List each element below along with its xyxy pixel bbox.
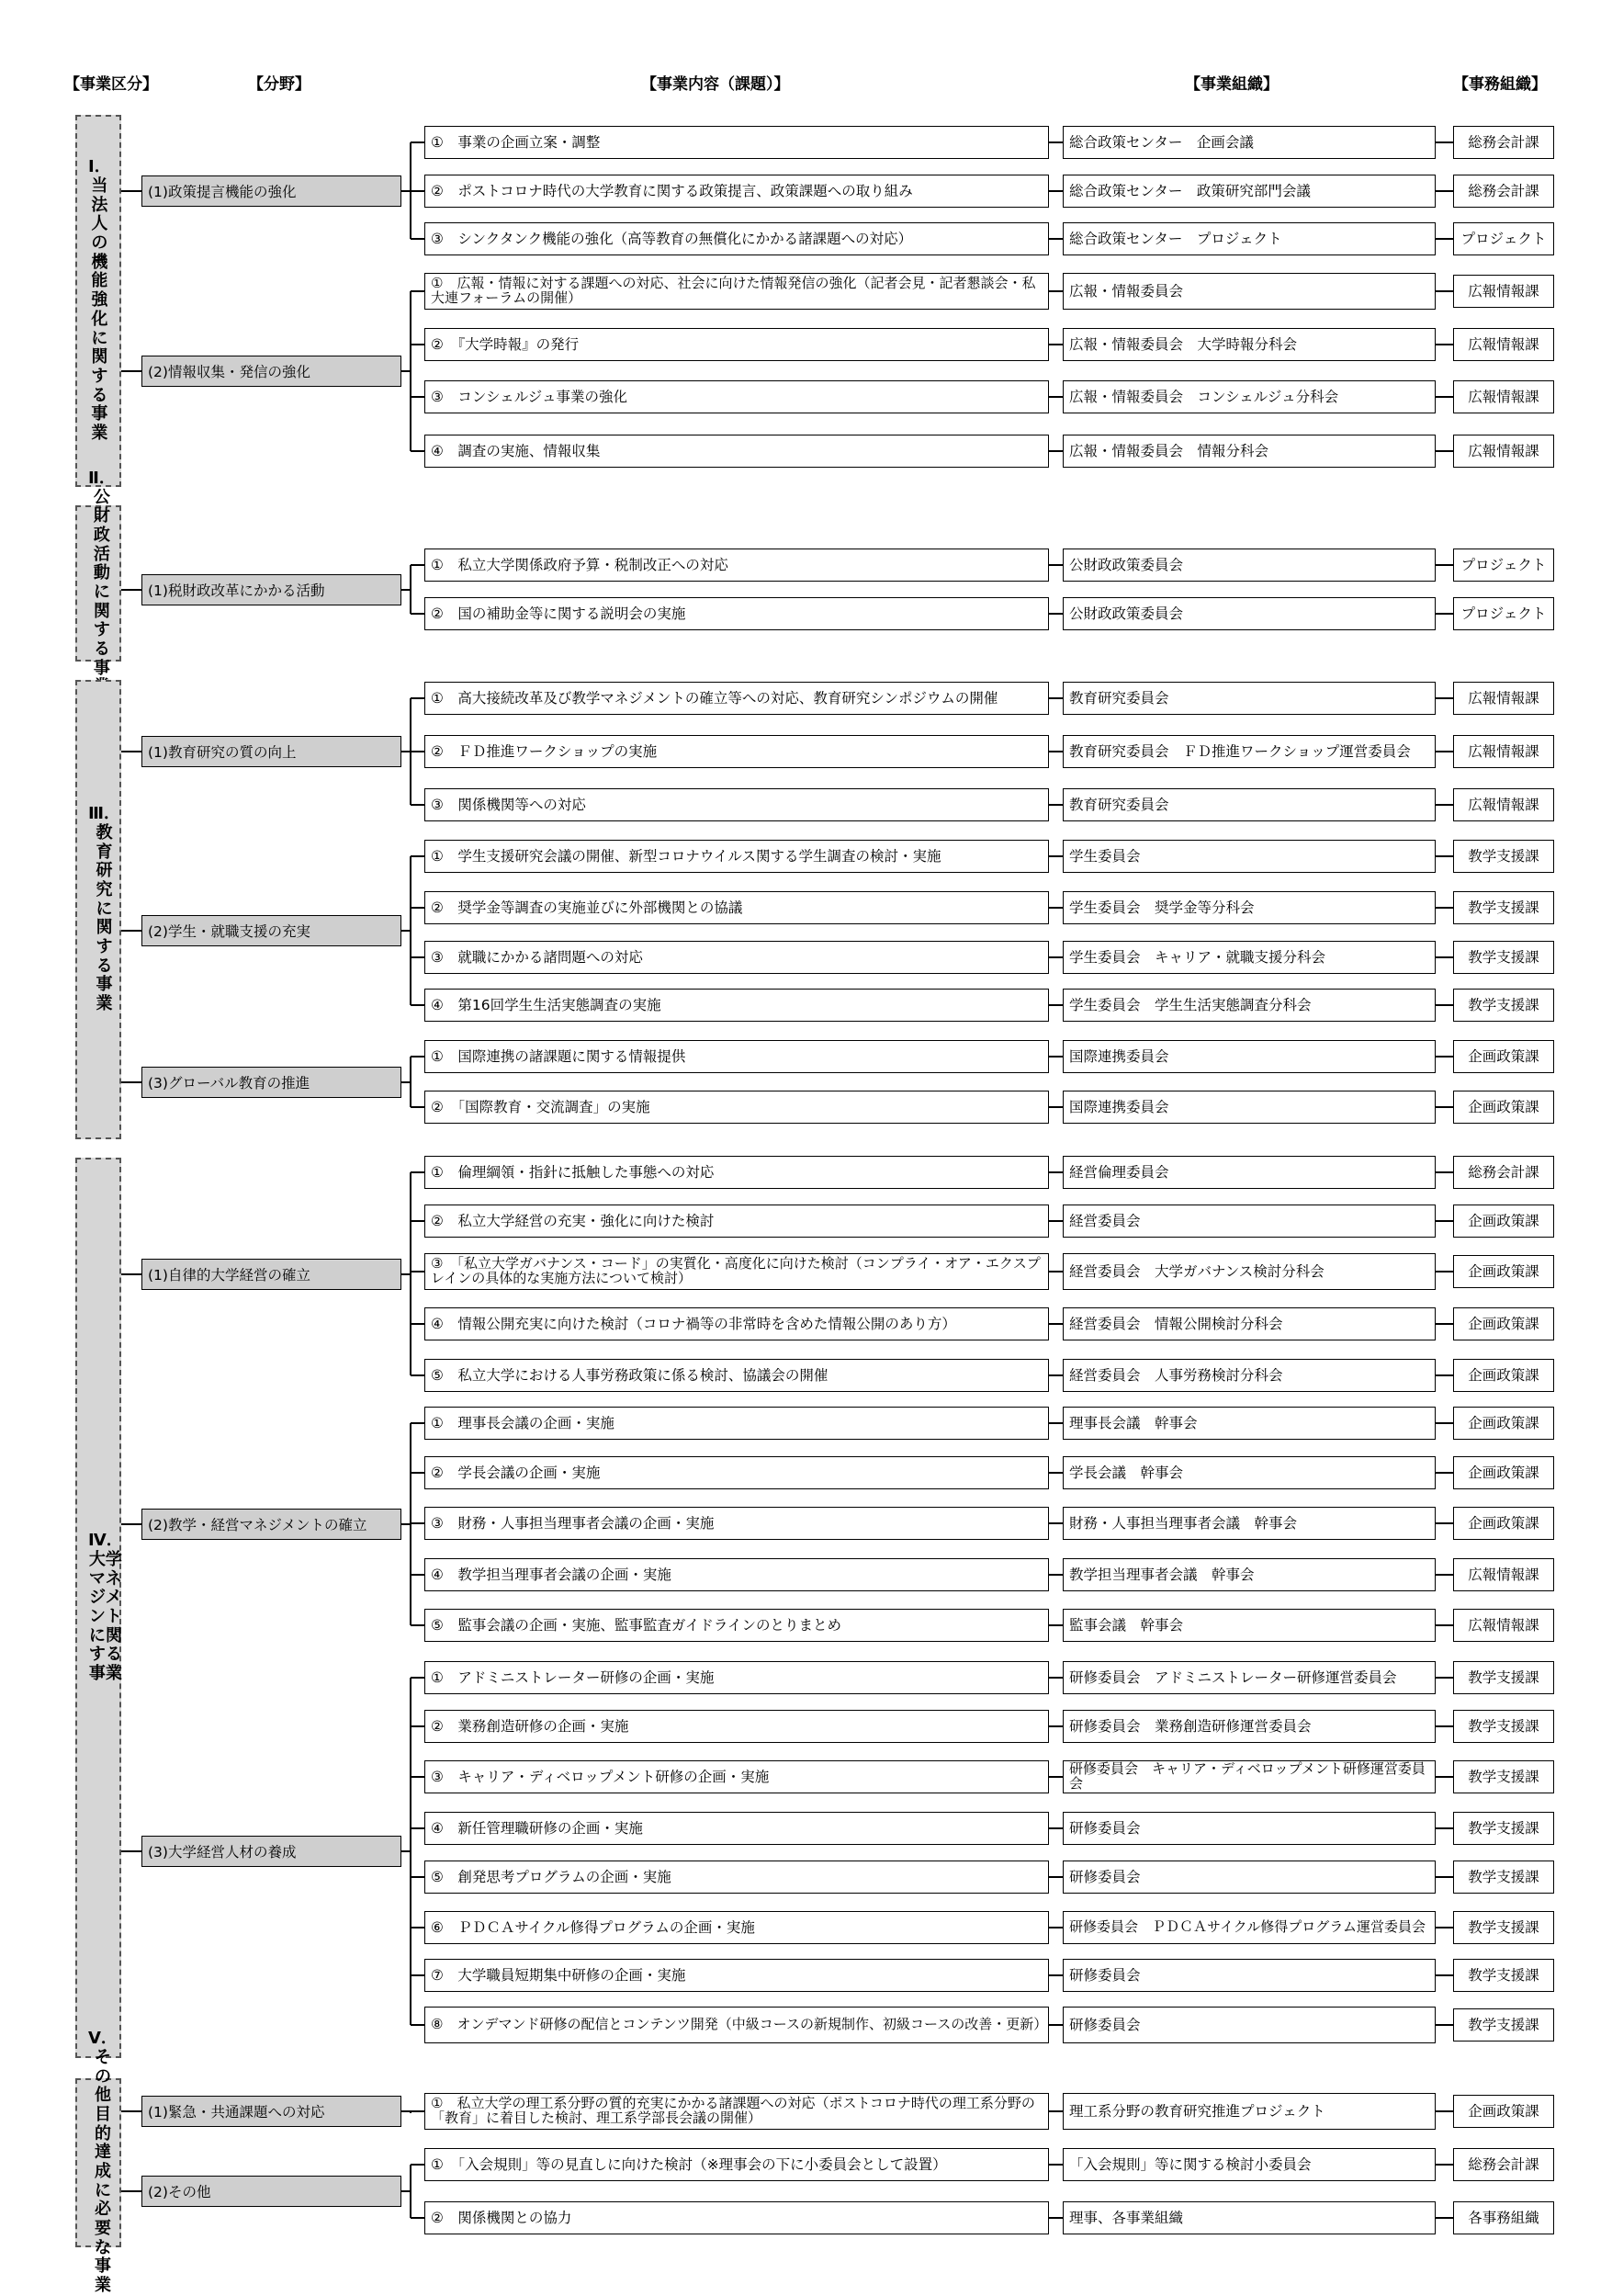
org-to-office-line: [1436, 1974, 1453, 1976]
content-box: ① 私立大学の理工系分野の質的充実にかかる諸課題への対応（ポストコロナ時代の理工系分野の「教育」に着目した検討、理工系学部長会議の開催）: [424, 2093, 1049, 2130]
field-box: (2)教学・経営マネジメントの確立: [141, 1509, 401, 1540]
content-to-org-line: [1049, 907, 1063, 909]
bus-to-content-line: [411, 855, 424, 857]
section-to-field-line: [121, 190, 141, 192]
office-box: プロジェクト: [1453, 549, 1554, 582]
office-box: 総務会計課: [1453, 175, 1554, 208]
org-box: 教育研究委員会: [1063, 682, 1436, 715]
content-to-org-line: [1049, 2110, 1063, 2112]
office-box: 広報情報課: [1453, 735, 1554, 768]
org-to-office-line: [1436, 1677, 1453, 1679]
bus-to-content-line: [411, 396, 424, 398]
office-box: 広報情報課: [1453, 1558, 1554, 1591]
content-box: ② 『大学時報』の発行: [424, 328, 1049, 361]
office-box: 広報情報課: [1453, 380, 1554, 413]
section-box: [75, 680, 121, 1139]
bus-to-content-line: [411, 613, 424, 615]
content-to-org-line: [1049, 396, 1063, 398]
org-box: 教育研究委員会: [1063, 788, 1436, 821]
org-box: 監事会議 幹事会: [1063, 1609, 1436, 1642]
org-box: 研修委員会: [1063, 1861, 1436, 1894]
office-box: 教学支援課: [1453, 1710, 1554, 1743]
office-box: 企画政策課: [1453, 1456, 1554, 1489]
org-to-office-line: [1436, 1323, 1453, 1325]
content-box: ① 国際連携の諸課題に関する情報提供: [424, 1040, 1049, 1073]
org-box: 経営委員会: [1063, 1205, 1436, 1238]
bus-to-content-line: [411, 190, 424, 192]
bus-to-content-line: [411, 1927, 424, 1928]
field-box: (2)情報収集・発信の強化: [141, 356, 401, 387]
bus-to-content-line: [411, 1374, 424, 1376]
content-to-org-line: [1049, 290, 1063, 292]
org-to-office-line: [1436, 1472, 1453, 1474]
content-box: ⑥ ＰＤＣＡサイクル修得プログラムの企画・実施: [424, 1911, 1049, 1944]
field-box: (1)自律的大学経営の確立: [141, 1259, 401, 1290]
office-box: 教学支援課: [1453, 941, 1554, 974]
org-to-office-line: [1436, 751, 1453, 752]
bus-to-content-line: [411, 141, 424, 143]
org-box: 学生委員会 奨学金等分科会: [1063, 891, 1436, 924]
bus-to-content-line: [411, 1106, 424, 1108]
header-category: 【事業区分】: [64, 75, 158, 94]
org-box: 研修委員会 業務創造研修運営委員会: [1063, 1710, 1436, 1743]
org-box: 「入会規則」等に関する検討小委員会: [1063, 2148, 1436, 2181]
section-box: [75, 1158, 121, 2058]
content-box: ③ シンクタンク機能の強化（高等教育の無償化にかかる諸課題への対応）: [424, 222, 1049, 255]
field-box: (1)緊急・共通課題への対応: [141, 2096, 401, 2127]
content-box: ② 奨学金等調査の実施並びに外部機関との協議: [424, 891, 1049, 924]
field-box: (1)政策提言機能の強化: [141, 175, 401, 207]
content-to-org-line: [1049, 1422, 1063, 1424]
bus-to-content-line: [411, 751, 424, 752]
bus-to-content-line: [411, 344, 424, 345]
content-box: ① 高大接続改革及び教学マネジメントの確立等への対応、教育研究シンポジウムの開催: [424, 682, 1049, 715]
content-box: ⑤ 私立大学における人事労務政策に係る検討、協議会の開催: [424, 1359, 1049, 1392]
org-box: 研修委員会 アドミニストレーター研修運営委員会: [1063, 1661, 1436, 1694]
office-box: 教学支援課: [1453, 840, 1554, 873]
section-label: Ⅰ．当法人の機能強化に関する事業: [88, 157, 111, 443]
bus-to-content-line: [411, 1323, 424, 1325]
org-to-office-line: [1436, 697, 1453, 699]
org-box: 総合政策センター 企画会議: [1063, 126, 1436, 159]
org-to-office-line: [1436, 956, 1453, 958]
org-to-office-line: [1436, 1374, 1453, 1376]
bus-to-content-line: [411, 1422, 424, 1424]
org-box: 研修委員会 キャリア・ディベロップメント研修運営委員会: [1063, 1760, 1436, 1793]
org-to-office-line: [1436, 804, 1453, 806]
content-to-org-line: [1049, 450, 1063, 452]
content-box: ③ キャリア・ディベロップメント研修の企画・実施: [424, 1760, 1049, 1793]
field-box: (3)大学経営人材の養成: [141, 1836, 401, 1867]
org-box: 公財政政策委員会: [1063, 597, 1436, 630]
org-to-office-line: [1436, 855, 1453, 857]
content-box: ① 学生支援研究会議の開催、新型コロナウイルス関する学生調査の検討・実施: [424, 840, 1049, 873]
content-box: ① 事業の企画立案・調整: [424, 126, 1049, 159]
header-content: 【事業内容（課題）】: [641, 75, 790, 94]
section-label: Ⅱ．公財政活動に関する事: [88, 468, 116, 678]
content-box: ① 私立大学関係政府予算・税制改正への対応: [424, 549, 1049, 582]
field-box: (2)学生・就職支援の充実: [141, 915, 401, 946]
office-box: 教学支援課: [1453, 1812, 1554, 1845]
office-box: 教学支援課: [1453, 1760, 1554, 1793]
content-to-org-line: [1049, 1220, 1063, 1222]
bus-line: [410, 565, 411, 614]
office-box: 広報情報課: [1453, 328, 1554, 361]
bus-to-content-line: [411, 804, 424, 806]
office-box: 教学支援課: [1453, 1861, 1554, 1894]
office-box: 総務会計課: [1453, 1156, 1554, 1189]
content-to-org-line: [1049, 1725, 1063, 1727]
office-box: プロジェクト: [1453, 597, 1554, 630]
org-box: 学長会議 幹事会: [1063, 1456, 1436, 1489]
office-box: 企画政策課: [1453, 1407, 1554, 1440]
bus-line: [410, 856, 411, 1005]
bus-to-content-line: [411, 1271, 424, 1272]
office-box: 広報情報課: [1453, 1609, 1554, 1642]
org-to-office-line: [1436, 450, 1453, 452]
org-to-office-line: [1436, 613, 1453, 615]
bus-to-content-line: [411, 956, 424, 958]
content-box: ① 倫理綱領・指針に抵触した事態への対応: [424, 1156, 1049, 1189]
content-box: ④ 教学担当理事者会議の企画・実施: [424, 1558, 1049, 1591]
org-to-office-line: [1436, 141, 1453, 143]
bus-line: [410, 1678, 411, 2025]
org-box: 経営委員会 情報公開検討分科会: [1063, 1307, 1436, 1340]
content-box: ⑧ オンデマンド研修の配信とコンテンツ開発（中級コースの新規制作、初級コースの改善・更新）: [424, 2007, 1049, 2043]
org-to-office-line: [1436, 396, 1453, 398]
office-box: 広報情報課: [1453, 682, 1554, 715]
org-box: 国際連携委員会: [1063, 1091, 1436, 1124]
bus-to-content-line: [411, 697, 424, 699]
org-to-office-line: [1436, 1220, 1453, 1222]
org-to-office-line: [1436, 1876, 1453, 1878]
content-to-org-line: [1049, 751, 1063, 752]
content-box: ② 私立大学経営の充実・強化に向けた検討: [424, 1205, 1049, 1238]
org-to-office-line: [1436, 1106, 1453, 1108]
content-to-org-line: [1049, 1827, 1063, 1829]
bus-to-content-line: [411, 1677, 424, 1679]
office-box: 教学支援課: [1453, 891, 1554, 924]
office-box: 企画政策課: [1453, 1091, 1554, 1124]
content-to-org-line: [1049, 1271, 1063, 1272]
content-to-org-line: [1049, 1004, 1063, 1006]
content-box: ③ 「私立大学ガバナンス・コード」の実質化・高度化に向けた検討（コンプライ・オア・エクスプレインの具体的な実施方法について検討）: [424, 1253, 1049, 1290]
org-box: 総合政策センター プロジェクト: [1063, 222, 1436, 255]
content-box: ② 関係機関との協力: [424, 2201, 1049, 2234]
content-box: ③ コンシェルジュ事業の強化: [424, 380, 1049, 413]
bus-to-content-line: [411, 564, 424, 566]
bus-to-content-line: [411, 238, 424, 240]
org-to-office-line: [1436, 907, 1453, 909]
field-box: (1)税財政改革にかかる活動: [141, 574, 401, 605]
bus-to-content-line: [411, 1171, 424, 1173]
bus-line: [410, 1057, 411, 1107]
org-box: 理事長会議 幹事会: [1063, 1407, 1436, 1440]
content-to-org-line: [1049, 1876, 1063, 1878]
org-box: 研修委員会: [1063, 1959, 1436, 1992]
org-to-office-line: [1436, 1776, 1453, 1778]
office-box: 教学支援課: [1453, 989, 1554, 1022]
section-label: Ⅲ．教育研究に関する事業: [88, 804, 121, 1014]
bus-line: [410, 1423, 411, 1625]
bus-to-content-line: [411, 1725, 424, 1727]
content-box: ① 理事長会議の企画・実施: [424, 1407, 1049, 1440]
section-to-field-line: [121, 1081, 141, 1083]
content-box: ① アドミニストレーター研修の企画・実施: [424, 1661, 1049, 1694]
org-to-office-line: [1436, 1827, 1453, 1829]
content-to-org-line: [1049, 1171, 1063, 1173]
content-box: ② ＦＤ推進ワークショップの実施: [424, 735, 1049, 768]
org-to-office-line: [1436, 2110, 1453, 2112]
org-box: 広報・情報委員会 大学時報分科会: [1063, 328, 1436, 361]
bus-to-content-line: [411, 2164, 424, 2166]
org-box: 広報・情報委員会 コンシェルジュ分科会: [1063, 380, 1436, 413]
content-to-org-line: [1049, 238, 1063, 240]
content-to-org-line: [1049, 1522, 1063, 1524]
content-box: ① 広報・情報に対する課題への対応、社会に向けた情報発信の強化（記者会見・記者懇談会・私大連フォーラムの開催）: [424, 273, 1049, 310]
org-box: 公財政政策委員会: [1063, 549, 1436, 582]
content-to-org-line: [1049, 1677, 1063, 1679]
org-to-office-line: [1436, 344, 1453, 345]
content-to-org-line: [1049, 855, 1063, 857]
content-to-org-line: [1049, 1624, 1063, 1626]
content-to-org-line: [1049, 1323, 1063, 1325]
content-box: ② 「国際教育・交流調査」の実施: [424, 1091, 1049, 1124]
content-box: ⑤ 監事会議の企画・実施、監事監査ガイドラインのとりまとめ: [424, 1609, 1049, 1642]
office-box: 企画政策課: [1453, 1507, 1554, 1540]
org-box: 経営委員会 人事労務検討分科会: [1063, 1359, 1436, 1392]
org-to-office-line: [1436, 1725, 1453, 1727]
org-to-office-line: [1436, 1422, 1453, 1424]
content-box: ④ 新任管理職研修の企画・実施: [424, 1812, 1049, 1845]
org-box: 学生委員会: [1063, 840, 1436, 873]
content-to-org-line: [1049, 1056, 1063, 1058]
org-box: 経営倫理委員会: [1063, 1156, 1436, 1189]
content-box: ⑦ 大学職員短期集中研修の企画・実施: [424, 1959, 1049, 1992]
bus-line: [410, 1172, 411, 1375]
content-to-org-line: [1049, 2217, 1063, 2219]
org-to-office-line: [1436, 1004, 1453, 1006]
office-box: 教学支援課: [1453, 1911, 1554, 1944]
org-box: 研修委員会: [1063, 2007, 1436, 2043]
content-box: ④ 第16回学生生活実態調査の実施: [424, 989, 1049, 1022]
bus-to-content-line: [411, 1624, 424, 1626]
org-to-office-line: [1436, 1927, 1453, 1928]
office-box: 教学支援課: [1453, 2008, 1554, 2042]
bus-to-content-line: [411, 907, 424, 909]
content-box: ② ポストコロナ時代の大学教育に関する政策提言、政策課題への取り組み: [424, 175, 1049, 208]
section-to-field-line: [121, 751, 141, 752]
bus-to-content-line: [411, 290, 424, 292]
content-to-org-line: [1049, 1472, 1063, 1474]
org-box: 学生委員会 キャリア・就職支援分科会: [1063, 941, 1436, 974]
org-box: 広報・情報委員会 情報分科会: [1063, 435, 1436, 468]
bus-to-content-line: [411, 1876, 424, 1878]
content-to-org-line: [1049, 1974, 1063, 1976]
bus-to-content-line: [411, 2024, 424, 2026]
office-box: 企画政策課: [1453, 1205, 1554, 1238]
office-box: プロジェクト: [1453, 222, 1554, 255]
content-box: ③ 就職にかかる諸問題への対応: [424, 941, 1049, 974]
org-to-office-line: [1436, 1574, 1453, 1576]
org-box: 理事、各事業組織: [1063, 2201, 1436, 2234]
bus-to-content-line: [411, 1220, 424, 1222]
office-box: 企画政策課: [1453, 2095, 1554, 2128]
office-box: 各事務組織: [1453, 2201, 1554, 2234]
bus-to-content-line: [411, 1827, 424, 1829]
office-box: 広報情報課: [1453, 435, 1554, 468]
org-box: 学生委員会 学生生活実態調査分科会: [1063, 989, 1436, 1022]
bus-to-content-line: [411, 1056, 424, 1058]
section-to-field-line: [121, 1850, 141, 1852]
content-to-org-line: [1049, 2024, 1063, 2026]
bus-to-content-line: [411, 1004, 424, 1006]
org-to-office-line: [1436, 2217, 1453, 2219]
section-to-field-line: [121, 370, 141, 372]
office-box: 広報情報課: [1453, 275, 1554, 308]
content-to-org-line: [1049, 1374, 1063, 1376]
org-to-office-line: [1436, 1271, 1453, 1272]
content-to-org-line: [1049, 1927, 1063, 1928]
office-box: 総務会計課: [1453, 126, 1554, 159]
org-to-office-line: [1436, 190, 1453, 192]
content-box: ① 「入会規則」等の見直しに向けた検討（※理事会の下に小委員会として設置）: [424, 2148, 1049, 2181]
office-box: 企画政策課: [1453, 1255, 1554, 1288]
office-box: 企画政策課: [1453, 1359, 1554, 1392]
office-box: 企画政策課: [1453, 1307, 1554, 1340]
content-box: ⑤ 創発思考プログラムの企画・実施: [424, 1861, 1049, 1894]
header-org: 【事業組織】: [1185, 75, 1279, 94]
section-to-field-line: [121, 589, 141, 591]
office-box: 教学支援課: [1453, 1959, 1554, 1992]
header-field: 【分野】: [248, 75, 310, 94]
content-box: ② 国の補助金等に関する説明会の実施: [424, 597, 1049, 630]
org-to-office-line: [1436, 2024, 1453, 2026]
content-to-org-line: [1049, 1106, 1063, 1108]
office-box: 総務会計課: [1453, 2148, 1554, 2181]
content-box: ③ 関係機関等への対応: [424, 788, 1049, 821]
content-to-org-line: [1049, 141, 1063, 143]
bus-to-content-line: [411, 1776, 424, 1778]
org-to-office-line: [1436, 1056, 1453, 1058]
section-box: [75, 468, 121, 678]
content-to-org-line: [1049, 2164, 1063, 2166]
bus-to-content-line: [411, 1974, 424, 1976]
section-to-field-line: [121, 1273, 141, 1275]
bus-to-content-line: [411, 2110, 424, 2112]
section-to-field-line: [121, 930, 141, 932]
field-box: (3)グローバル教育の推進: [141, 1067, 401, 1098]
org-box: 経営委員会 大学ガバナンス検討分科会: [1063, 1253, 1436, 1290]
section-to-field-line: [121, 1523, 141, 1525]
content-box: ② 業務創造研修の企画・実施: [424, 1710, 1049, 1743]
content-box: ④ 調査の実施、情報収集: [424, 435, 1049, 468]
org-to-office-line: [1436, 290, 1453, 292]
content-to-org-line: [1049, 1574, 1063, 1576]
bus-to-content-line: [411, 2217, 424, 2219]
content-box: ③ 財務・人事担当理事者会議の企画・実施: [424, 1507, 1049, 1540]
org-box: 理工系分野の教育研究推進プロジェクト: [1063, 2093, 1436, 2130]
content-to-org-line: [1049, 1776, 1063, 1778]
bus-to-content-line: [411, 1472, 424, 1474]
org-box: 総合政策センター 政策研究部門会議: [1063, 175, 1436, 208]
content-box: ④ 情報公開充実に向けた検討（コロナ禍等の非常時を含めた情報公開のあり方）: [424, 1307, 1049, 1340]
bus-line: [410, 291, 411, 451]
org-box: 研修委員会 ＰＤＣＡサイクル修得プログラム運営委員会: [1063, 1911, 1436, 1944]
org-box: 国際連携委員会: [1063, 1040, 1436, 1073]
content-to-org-line: [1049, 956, 1063, 958]
org-to-office-line: [1436, 2164, 1453, 2166]
bus-to-content-line: [411, 450, 424, 452]
content-to-org-line: [1049, 190, 1063, 192]
section-box: [75, 2029, 121, 2296]
office-box: 広報情報課: [1453, 788, 1554, 821]
section-label: Ⅴ．その他目的達成に必要な事業: [88, 2029, 118, 2296]
office-box: 企画政策課: [1453, 1040, 1554, 1073]
org-to-office-line: [1436, 1624, 1453, 1626]
org-box: 財務・人事担当理事者会議 幹事会: [1063, 1507, 1436, 1540]
bus-to-content-line: [411, 1574, 424, 1576]
org-to-office-line: [1436, 564, 1453, 566]
org-to-office-line: [1436, 1171, 1453, 1173]
org-box: 教育研究委員会 ＦＤ推進ワークショップ運営委員会: [1063, 735, 1436, 768]
bus-line: [410, 2165, 411, 2218]
org-box: 広報・情報委員会: [1063, 273, 1436, 310]
header-office: 【事務組織】: [1453, 75, 1547, 94]
content-to-org-line: [1049, 344, 1063, 345]
section-to-field-line: [121, 2110, 141, 2112]
field-box: (2)その他: [141, 2176, 401, 2207]
content-to-org-line: [1049, 804, 1063, 806]
org-box: 教学担当理事者会議 幹事会: [1063, 1558, 1436, 1591]
office-box: 教学支援課: [1453, 1661, 1554, 1694]
content-to-org-line: [1049, 697, 1063, 699]
section-label: Ⅳ．大学マネジメントに関する事業: [88, 1531, 123, 1684]
bus-to-content-line: [411, 1522, 424, 1524]
section-to-field-line: [121, 2190, 141, 2192]
field-box: (1)教育研究の質の向上: [141, 736, 401, 767]
content-to-org-line: [1049, 613, 1063, 615]
section-box: [75, 115, 121, 487]
content-to-org-line: [1049, 564, 1063, 566]
org-to-office-line: [1436, 238, 1453, 240]
org-to-office-line: [1436, 1522, 1453, 1524]
content-box: ② 学長会議の企画・実施: [424, 1456, 1049, 1489]
org-box: 研修委員会: [1063, 1812, 1436, 1845]
